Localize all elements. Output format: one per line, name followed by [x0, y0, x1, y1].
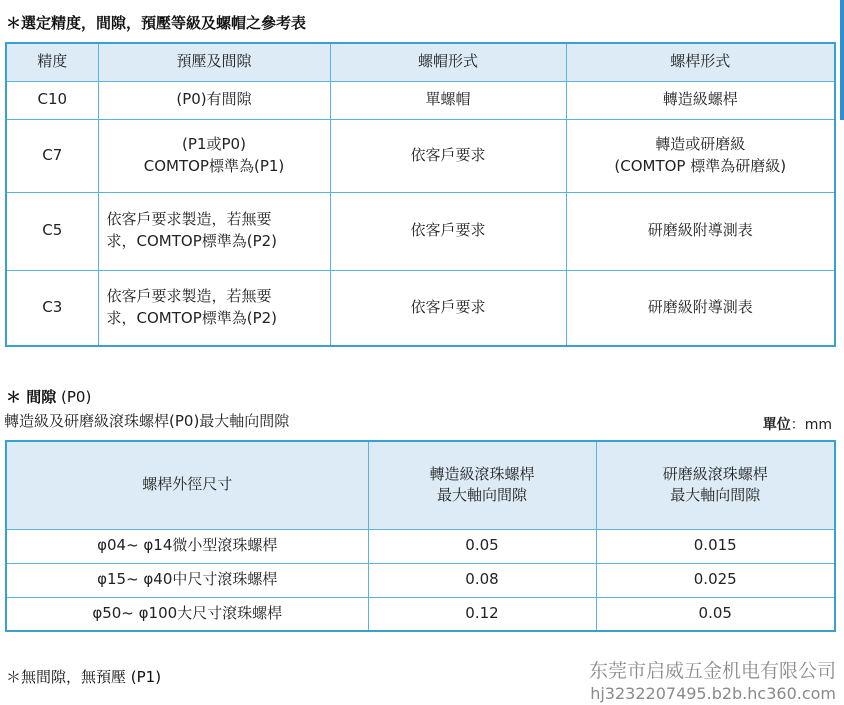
cell-screw: 轉造或研磨級 (COMTOP 標準為研磨級) [566, 119, 835, 192]
cell-rolled-value: 0.12 [368, 597, 596, 631]
header-precision: 精度 [6, 43, 98, 81]
header-screw-diameter: 螺桿外徑尺寸 [6, 441, 368, 529]
header-ground-clearance: 研磨級滾珠螺桿 最大軸向間隙 [596, 441, 835, 529]
cell-diameter-range: φ50~ φ100大尺寸滾珠螺桿 [6, 597, 368, 631]
cell-preload: (P0)有間隙 [98, 81, 330, 119]
unit-value: ：mm [790, 417, 832, 433]
cell-ground-value: 0.05 [596, 597, 835, 631]
cell-precision: C10 [6, 81, 98, 119]
axial-clearance-table [5, 440, 836, 632]
cell-nut: 依客戶要求 [330, 119, 566, 192]
header-rolled-clearance: 轉造級滾珠螺桿 最大軸向間隙 [368, 441, 596, 529]
cell-rolled-value: 0.05 [368, 529, 596, 563]
watermark-site: hj3232207495.b2b.hc360.com [590, 684, 836, 703]
cell-ground-value: 0.025 [596, 563, 835, 597]
section-title-no-clearance: ＊無間隙，無預壓 (P1) [6, 668, 162, 686]
table-subtitle: 轉造級及研磨級滾珠螺桿(P0)最大軸向間隙 [4, 412, 290, 430]
table-row [6, 597, 835, 631]
cell-diameter-range: φ04~ φ14微小型滾珠螺桿 [6, 529, 368, 563]
cell-ground-value: 0.015 [596, 529, 835, 563]
unit-label-text: 單位 [762, 417, 791, 433]
cell-screw: 轉造級螺桿 [566, 81, 835, 119]
cell-rolled-value: 0.08 [368, 563, 596, 597]
cell-preload: (P1或P0) COMTOP標準為(P1) [98, 119, 330, 192]
table-row [6, 563, 835, 597]
cell-nut: 依客戶要求 [330, 270, 566, 346]
cell-nut: 依客戶要求 [330, 192, 566, 270]
cell-screw: 研磨級附導測表 [566, 270, 835, 346]
precision-reference-table [5, 42, 836, 347]
watermark-company: 东莞市启威五金机电有限公司 [588, 660, 836, 682]
table-row [6, 192, 835, 270]
cell-screw: 研磨級附導測表 [566, 192, 835, 270]
cell-precision: C5 [6, 192, 98, 270]
cell-precision: C3 [6, 270, 98, 346]
cell-preload: 依客戶要求製造，若無要 求，COMTOP標準為(P2) [98, 192, 330, 270]
unit-label [763, 414, 832, 434]
table-header-row [6, 43, 835, 81]
header-nut-type: 螺帽形式 [330, 43, 566, 81]
table-header-row [6, 441, 835, 529]
section-title-selection: ＊選定精度，間隙，預壓等級及螺帽之參考表 [6, 14, 307, 32]
section-title-clearance-code: (P0) [56, 388, 92, 406]
cell-preload: 依客戶要求製造，若無要 求，COMTOP標準為(P2) [98, 270, 330, 346]
table-row [6, 81, 835, 119]
cell-nut: 單螺帽 [330, 81, 566, 119]
table-row [6, 119, 835, 192]
scrollbar[interactable] [840, 0, 844, 120]
header-screw-type: 螺桿形式 [566, 43, 835, 81]
section-title-clearance-bold: ＊ 間隙 [6, 388, 57, 406]
cell-precision: C7 [6, 119, 98, 192]
table-row [6, 270, 835, 346]
header-preload-clearance: 預壓及間隙 [98, 43, 330, 81]
section-title-clearance [6, 386, 91, 407]
table-row [6, 529, 835, 563]
cell-diameter-range: φ15~ φ40中尺寸滾珠螺桿 [6, 563, 368, 597]
